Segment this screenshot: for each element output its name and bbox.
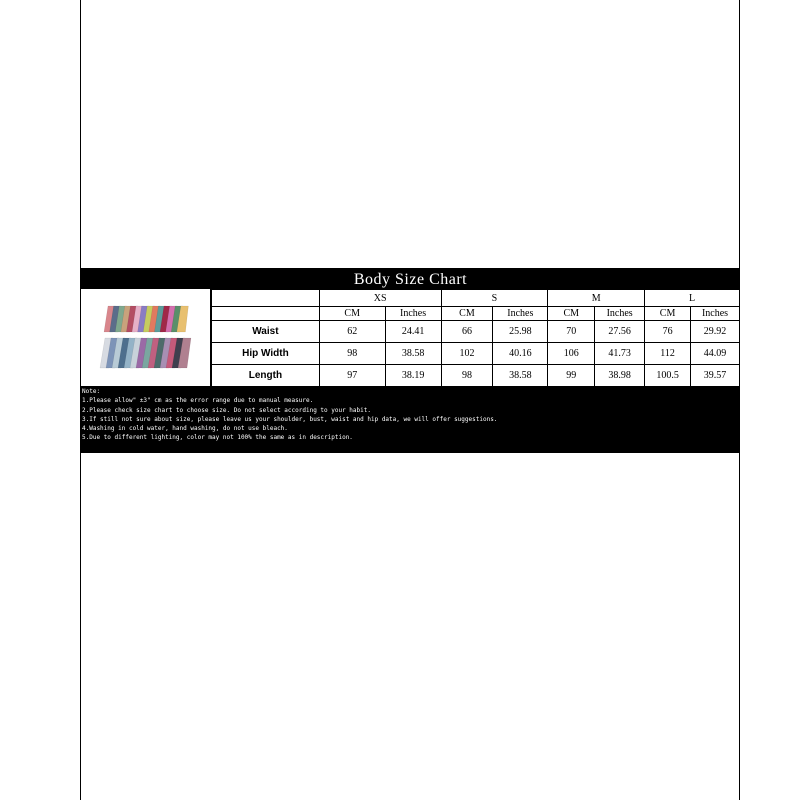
table-cell: 39.57: [691, 365, 740, 387]
table-cell: 29.92: [691, 321, 740, 343]
table-cell: 38.98: [595, 365, 645, 387]
table-cell: 98: [441, 365, 493, 387]
table-cell: 24.41: [385, 321, 441, 343]
unit-inches-l: Inches: [691, 307, 740, 321]
notes-section: [81, 386, 740, 453]
table-cell: 98: [319, 343, 385, 365]
table-cell: 40.16: [493, 343, 548, 365]
unit-inches-m: Inches: [595, 307, 645, 321]
size-xs-header: XS: [319, 290, 441, 307]
table-cell: 38.58: [385, 343, 441, 365]
table-cell: 112: [645, 343, 691, 365]
table-cell: 41.73: [595, 343, 645, 365]
note-item: 1.Please allow" ±3" cm as the error range due to manual measure.: [82, 397, 314, 405]
table-cell: 76: [645, 321, 691, 343]
table-cell: 38.19: [385, 365, 441, 387]
table-cell: 44.09: [691, 343, 740, 365]
row-label-hip-width: Hip Width: [212, 343, 320, 365]
product-leggings-image: [81, 289, 211, 386]
table-cell: 99: [548, 365, 595, 387]
size-header-row: [212, 290, 740, 307]
unit-corner-cell: [212, 307, 320, 321]
table-cell: 25.98: [493, 321, 548, 343]
corner-cell: [212, 290, 320, 307]
table-cell: 27.56: [595, 321, 645, 343]
unit-cm-m: CM: [548, 307, 595, 321]
table-cell: 100.5: [645, 365, 691, 387]
size-chart-title: Body Size Chart: [81, 268, 740, 289]
unit-inches-xs: Inches: [385, 307, 441, 321]
size-chart-table-area: [81, 289, 740, 386]
table-cell: 62: [319, 321, 385, 343]
table-cell: 97: [319, 365, 385, 387]
table-cell: 106: [548, 343, 595, 365]
table-row-length: [212, 365, 740, 387]
size-m-header: M: [548, 290, 645, 307]
unit-cm-xs: CM: [319, 307, 385, 321]
note-item: 4.Washing in cold water, hand washing, do not use bleach.: [82, 425, 288, 433]
leggings-illustration: [81, 289, 210, 386]
table-row-waist: [212, 321, 740, 343]
table-cell: 66: [441, 321, 493, 343]
unit-cm-s: CM: [441, 307, 493, 321]
note-item: 3.If still not sure about size, please leave us your shoulder, bust, waist and hip data, we will offer suggestions.: [82, 415, 498, 423]
unit-cm-l: CM: [645, 307, 691, 321]
unit-header-row: [212, 307, 740, 321]
row-label-length: Length: [212, 365, 320, 387]
table-cell: 70: [548, 321, 595, 343]
note-item: 5.Due to different lighting, color may not 100% the same as in description.: [82, 434, 353, 442]
notes-heading: Note:: [82, 388, 101, 395]
table-row-hip-width: [212, 343, 740, 365]
row-label-waist: Waist: [212, 321, 320, 343]
note-item: 2.Please check size chart to choose size. Do not select according to your habit.: [82, 406, 371, 414]
size-table: [211, 289, 740, 387]
table-cell: 38.58: [493, 365, 548, 387]
size-s-header: S: [441, 290, 548, 307]
size-l-header: L: [645, 290, 740, 307]
table-cell: 102: [441, 343, 493, 365]
unit-inches-s: Inches: [493, 307, 548, 321]
